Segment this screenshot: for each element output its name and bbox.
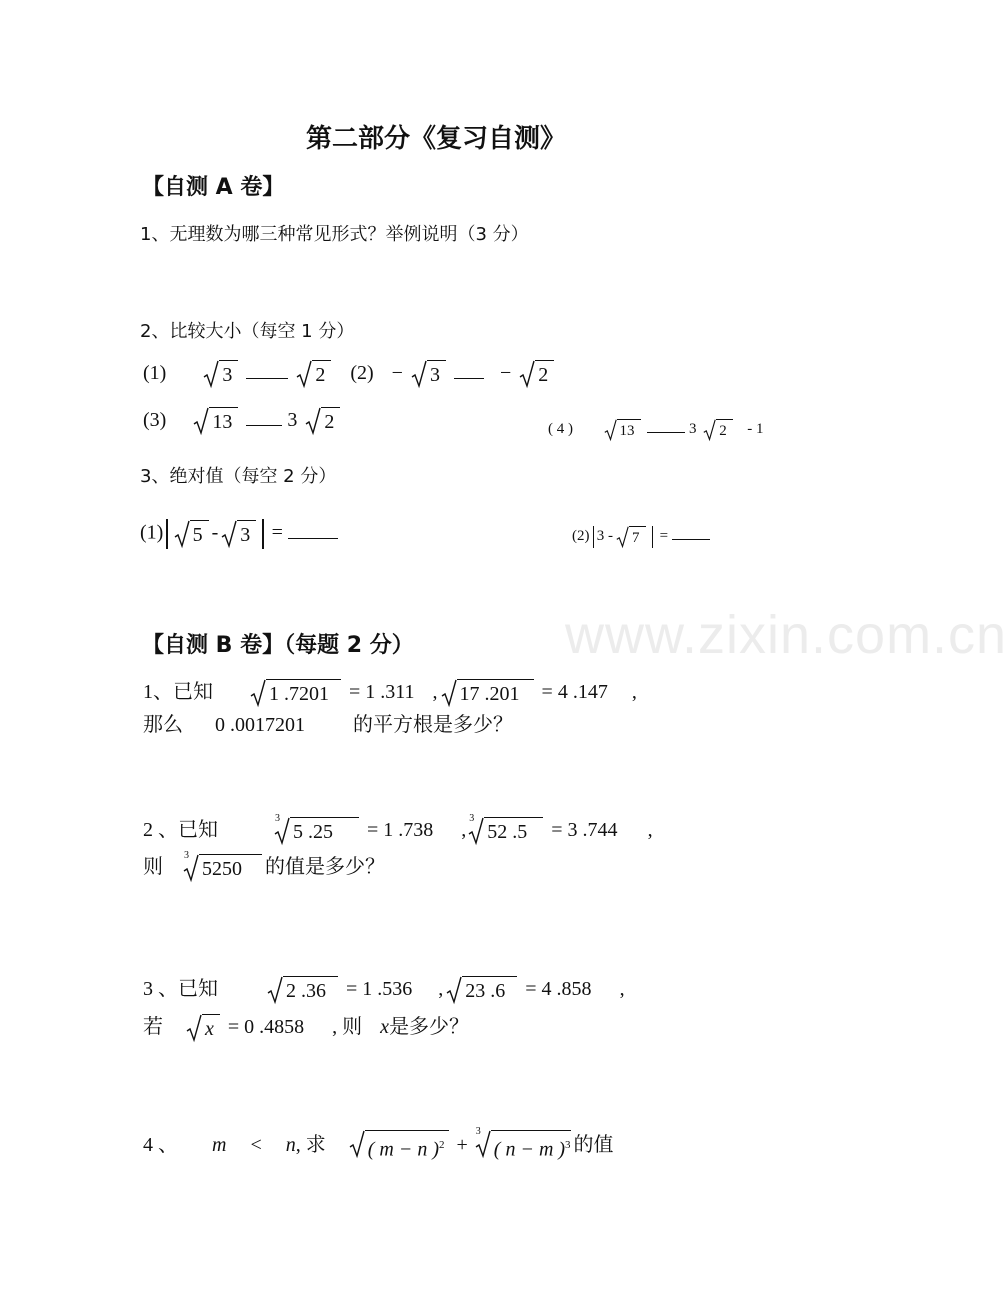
sqrt-expression <box>441 679 534 707</box>
radical-sign <box>441 679 457 707</box>
a-question-3: 3、绝对值（每空 2 分） <box>140 466 337 487</box>
text-mid: , 则 <box>332 1016 363 1038</box>
value: = 1 .536 <box>346 978 413 1000</box>
sqrt-expression <box>305 407 340 435</box>
sqrt-expression <box>186 1014 220 1042</box>
sqrt-expression <box>349 1130 449 1163</box>
radical-sign <box>519 360 535 388</box>
compare-row-1 <box>143 360 557 388</box>
item-label: (1) <box>143 362 167 384</box>
question-prefix: 3 、已知 <box>143 978 218 1000</box>
equals-sign: = <box>271 521 283 544</box>
cbrt-expression <box>275 813 359 845</box>
answer-blank <box>647 418 685 433</box>
radicand: 13 <box>209 407 238 435</box>
minus-sign: - <box>211 521 219 544</box>
radicand: 2 .36 <box>283 976 338 1004</box>
sqrt-expression <box>411 360 446 388</box>
section-a-heading: 【自测 A 卷】 <box>142 175 285 200</box>
radicand: 3 <box>237 520 256 548</box>
radicand-body: ( n − m ) <box>493 1138 566 1161</box>
sqrt-expression <box>616 526 646 548</box>
separator: , <box>432 681 438 703</box>
sqrt-expression <box>203 360 238 388</box>
radicand: 5 <box>190 520 209 548</box>
less-than: < <box>250 1134 262 1156</box>
a-question-2: 2、比较大小（每空 1 分） <box>140 321 355 342</box>
end-punct: , <box>631 681 637 703</box>
root-index: 3 <box>469 813 475 825</box>
ask-text: , 求 <box>295 1134 326 1156</box>
abs-bar-left <box>593 526 594 548</box>
cbrt-expression <box>469 813 543 845</box>
abs-bar-left <box>166 519 167 549</box>
radicand: 13 <box>617 419 641 441</box>
root-index: 3 <box>475 1126 481 1138</box>
b-question-1-line-1 <box>143 675 637 707</box>
minus-sign: − <box>391 362 403 384</box>
sqrt-expression <box>703 419 733 441</box>
section-b-heading <box>142 628 414 659</box>
sqrt-expression <box>296 360 331 388</box>
item-label: (1) <box>140 521 164 544</box>
radical-sign <box>203 360 219 388</box>
b-question-3-line-2 <box>143 1010 469 1042</box>
sqrt-expression <box>604 419 641 441</box>
a-question-1: 1、无理数为哪三种常见形式？举例说明（3 分） <box>140 224 529 245</box>
radical-sign <box>604 419 617 441</box>
value: = 3 .744 <box>551 819 618 841</box>
radicand: 2 <box>321 407 340 435</box>
sqrt-expression <box>174 520 209 548</box>
answer-blank <box>288 520 338 539</box>
coefficient: 3 <box>689 421 697 437</box>
answer-blank <box>454 360 484 379</box>
page-title: 第二部分《复习自测》 <box>306 124 567 154</box>
radical-sign <box>349 1130 365 1158</box>
radical-sign <box>174 520 190 548</box>
text-pre: 则 <box>143 856 163 878</box>
radicand: 2 <box>716 419 733 441</box>
sqrt-expression <box>250 679 341 707</box>
item-label: (2) <box>572 528 590 544</box>
separator: , <box>438 978 444 1000</box>
radical-sign <box>411 360 427 388</box>
text-post: 的值 <box>573 1134 614 1156</box>
b-question-2-line-2 <box>143 850 385 882</box>
radicand: 52 .5 <box>484 817 543 845</box>
radical-sign <box>250 679 266 707</box>
radicand: 23 .6 <box>462 976 517 1004</box>
text-post: 的值是多少？ <box>265 856 385 878</box>
text-pre: 那么 <box>143 714 183 736</box>
radicand: 3 <box>427 360 446 388</box>
cbrt-expression <box>184 850 262 882</box>
b-question-4 <box>143 1128 614 1163</box>
text-post: 的平方根是多少？ <box>353 714 513 736</box>
radical-sign <box>296 360 312 388</box>
sqrt-expression <box>519 360 554 388</box>
text-pre: 若 <box>143 1016 163 1038</box>
exponent: 2 <box>439 1139 445 1152</box>
radical-sign <box>305 407 321 435</box>
variable-n: n <box>285 1134 296 1156</box>
abs-bar-right <box>262 519 263 549</box>
number: 0 .0017201 <box>215 714 305 736</box>
value: = 4 .147 <box>541 681 608 703</box>
compare-row-2 <box>143 407 343 435</box>
variable-m: m <box>212 1134 227 1156</box>
radicand: 2 <box>312 360 331 388</box>
equals-sign: = <box>659 528 669 544</box>
radical-sign <box>221 520 237 548</box>
question-prefix: 1、已知 <box>143 681 213 703</box>
variable: x <box>380 1016 390 1038</box>
radical-sign <box>193 407 209 435</box>
radical-sign <box>186 1014 202 1042</box>
value: = 1 .311 <box>349 681 415 703</box>
radical-sign <box>703 419 716 441</box>
answer-blank <box>246 407 282 426</box>
sqrt-expression <box>193 407 238 435</box>
b-question-3-line-1 <box>143 972 625 1004</box>
radicand <box>365 1130 449 1163</box>
b-question-2-line-1 <box>143 813 653 845</box>
radicand <box>491 1130 571 1163</box>
exponent: 3 <box>565 1139 571 1152</box>
minus-sign: − <box>499 362 512 384</box>
watermark: www.zixin.com.cn <box>565 605 1007 665</box>
sqrt-expression <box>446 976 517 1004</box>
radicand: 5 .25 <box>290 817 359 845</box>
cbrt-expression <box>475 1126 571 1163</box>
root-index: 3 <box>184 850 189 862</box>
section-b-heading-score: （每题 2 分） <box>284 633 414 658</box>
radicand: 7 <box>629 526 646 548</box>
b-question-1-line-2 <box>143 708 513 737</box>
radicand: x <box>202 1014 220 1042</box>
radicand: 2 <box>535 360 554 388</box>
item-label: (3) <box>143 409 167 431</box>
abs-bar-right <box>652 526 653 548</box>
abs-value-item-1 <box>140 519 338 549</box>
radical-sign <box>446 976 462 1004</box>
compare-item-4 <box>548 418 764 441</box>
radicand: 3 <box>219 360 238 388</box>
item-label: (2) <box>350 362 374 384</box>
value: = 0 .4858 <box>227 1016 305 1038</box>
tail-expression: - 1 <box>747 421 764 437</box>
question-prefix: 2 、已知 <box>143 819 218 841</box>
coefficient: 3 <box>287 409 298 431</box>
question-prefix: 4 、 <box>143 1134 178 1156</box>
radicand-body: ( m − n ) <box>367 1138 439 1161</box>
value: = 1 .738 <box>367 819 434 841</box>
sqrt-expression <box>221 520 256 548</box>
text-post: 是多少？ <box>389 1016 470 1038</box>
radicand: 5250 <box>199 854 262 882</box>
plus-sign: + <box>456 1134 468 1156</box>
radical-sign <box>267 976 283 1004</box>
sqrt-expression <box>267 976 338 1004</box>
value: = 4 .858 <box>525 978 592 1000</box>
item-label: ( 4 ) <box>548 421 573 437</box>
answer-blank <box>672 525 710 540</box>
radical-sign <box>616 526 629 548</box>
end-punct: , <box>647 819 653 841</box>
root-index: 3 <box>275 813 280 825</box>
section-b-heading-main: 【自测 B 卷】 <box>142 633 285 658</box>
radicand: 1 .7201 <box>266 679 341 707</box>
answer-blank <box>246 360 288 379</box>
abs-value-item-2 <box>572 525 710 548</box>
end-punct: , <box>619 978 625 1000</box>
expression-part: 3 - <box>596 528 614 544</box>
radicand: 17 .201 <box>457 679 534 707</box>
separator: , <box>461 819 467 841</box>
